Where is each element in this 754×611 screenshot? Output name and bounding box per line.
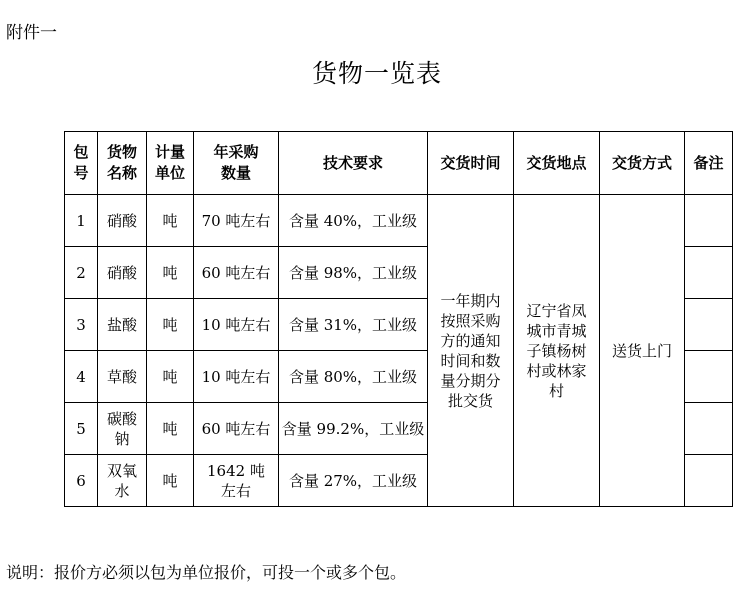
goods-name: 硝酸 — [98, 195, 147, 247]
package-no: 4 — [65, 351, 98, 403]
delivery-method: 送货上门 — [600, 195, 685, 507]
delivery-place: 辽宁省凤城市青城子镇杨树村或林家村 — [514, 195, 600, 507]
technical-spec: 含量 31%，工业级 — [279, 299, 428, 351]
header-annual-quantity: 年采购数量 — [194, 132, 279, 195]
header-package-no: 包号 — [65, 132, 98, 195]
unit: 吨 — [147, 455, 194, 507]
remarks — [685, 351, 733, 403]
package-no: 5 — [65, 403, 98, 455]
header-unit: 计量单位 — [147, 132, 194, 195]
goods-name: 硝酸 — [98, 247, 147, 299]
quantity: 60 吨左右 — [194, 403, 279, 455]
unit: 吨 — [147, 351, 194, 403]
quantity: 10 吨左右 — [194, 299, 279, 351]
package-no: 1 — [65, 195, 98, 247]
attachment-label: 附件一 — [6, 23, 57, 43]
remarks — [685, 195, 733, 247]
header-remarks: 备注 — [685, 132, 733, 195]
header-delivery-time: 交货时间 — [428, 132, 514, 195]
package-no: 6 — [65, 455, 98, 507]
header-goods-name: 货物名称 — [98, 132, 147, 195]
package-no: 2 — [65, 247, 98, 299]
goods-name: 草酸 — [98, 351, 147, 403]
package-no: 3 — [65, 299, 98, 351]
goods-name: 碳酸钠 — [98, 403, 147, 455]
technical-spec: 含量 40%，工业级 — [279, 195, 428, 247]
footnote: 说明：报价方必须以包为单位报价，可投一个或多个包。 — [6, 563, 407, 582]
header-delivery-method: 交货方式 — [600, 132, 685, 195]
remarks — [685, 403, 733, 455]
delivery-time: 一年期内按照采购方的通知时间和数量分期分批交货 — [428, 195, 514, 507]
quantity: 10 吨左右 — [194, 351, 279, 403]
technical-spec: 含量 98%，工业级 — [279, 247, 428, 299]
unit: 吨 — [147, 195, 194, 247]
header-technical-requirements: 技术要求 — [279, 132, 428, 195]
goods-name: 盐酸 — [98, 299, 147, 351]
page-title: 货物一览表 — [311, 59, 442, 88]
goods-name: 双氧水 — [98, 455, 147, 507]
technical-spec: 含量 99.2%，工业级 — [279, 403, 428, 455]
remarks — [685, 247, 733, 299]
unit: 吨 — [147, 247, 194, 299]
unit: 吨 — [147, 403, 194, 455]
quantity: 70 吨左右 — [194, 195, 279, 247]
quantity: 60 吨左右 — [194, 247, 279, 299]
header-delivery-place: 交货地点 — [514, 132, 600, 195]
remarks — [685, 299, 733, 351]
technical-spec: 含量 27%，工业级 — [279, 455, 428, 507]
table-header-row — [65, 132, 733, 195]
remarks — [685, 455, 733, 507]
quantity: 1642 吨左右 — [194, 455, 279, 507]
table-row — [65, 195, 733, 247]
unit: 吨 — [147, 299, 194, 351]
goods-table — [64, 131, 733, 507]
technical-spec: 含量 80%，工业级 — [279, 351, 428, 403]
